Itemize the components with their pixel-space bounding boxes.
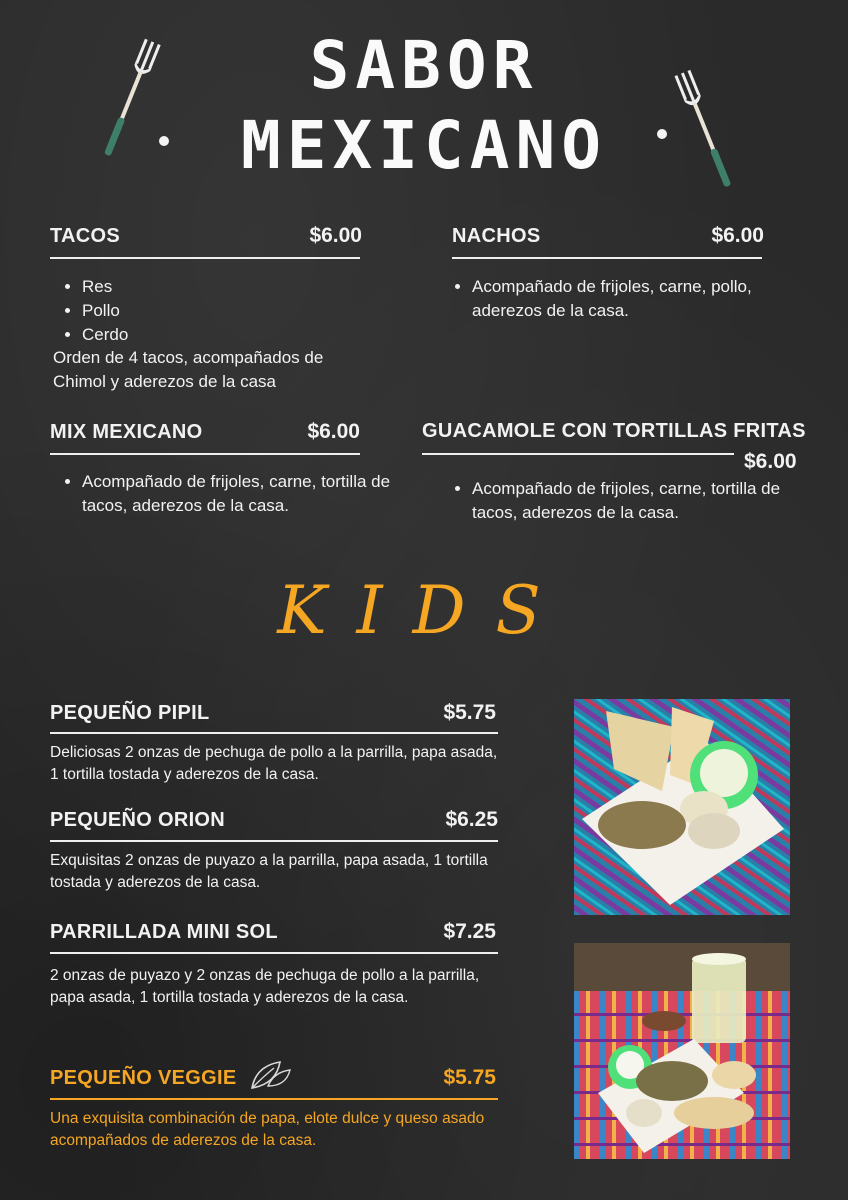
divider [50, 840, 498, 842]
divider [452, 257, 762, 259]
kids-heading: KIDS [277, 572, 571, 649]
kids-item-header [50, 920, 496, 944]
kids-item-description: Una exquisita combinación de papa, elote dulce y queso asado acompañados de aderezos de la casa. [50, 1110, 485, 1149]
food-photo-1 [574, 699, 790, 915]
list-item: • Acompañado de frijoles, carne, tortilla de tacos, aderezos de la casa. [472, 477, 792, 525]
list-item: • Acompañado de frijoles, carne, pollo, aderezos de la casa. [472, 275, 802, 323]
kids-item-description: Deliciosas 2 onzas de pechuga de pollo a la parrilla, papa asada, 1 tortilla tostada y aderezos de la casa. [50, 744, 498, 783]
title-line-2: MEXICANO [241, 107, 607, 184]
kids-item-price: $5.75 [443, 1066, 496, 1089]
food-photo-2 [574, 943, 790, 1159]
divider [50, 257, 360, 259]
leaf-icon [246, 1056, 294, 1092]
divider [50, 1098, 498, 1100]
menu-item-options [50, 275, 402, 347]
kids-item-price: $6.25 [445, 808, 498, 831]
menu-item-price: $6.00 [309, 224, 362, 247]
divider [50, 952, 498, 954]
menu-item-options [440, 275, 802, 323]
decor-dot-left [159, 136, 169, 146]
kids-item-name: PEQUEÑO ORION [50, 809, 226, 831]
divider [50, 732, 498, 734]
menu-item-price: $6.00 [744, 450, 797, 473]
kids-item-name: PEQUEÑO VEGGIE [50, 1067, 237, 1089]
list-item: • Cerdo [82, 323, 402, 347]
menu-item-name: NACHOS [452, 225, 541, 247]
kids-item-description: 2 onzas de puyazo y 2 onzas de pechuga de pollo a la parrilla, papa asada, 1 tortilla tostada y aderezos de la casa. [50, 967, 480, 1006]
kids-item-header [50, 808, 498, 832]
divider [50, 453, 360, 455]
menu-item-name: MIX MEXICANO [50, 421, 203, 443]
decor-dot-right [657, 129, 667, 139]
kids-item-description: Exquisitas 2 onzas de puyazo a la parrilla, papa asada, 1 tortilla tostada y aderezos de la casa. [50, 852, 488, 891]
menu-item-header [452, 224, 764, 248]
list-item: • Acompañado de frijoles, carne, tortilla de tacos, aderezos de la casa. [82, 470, 402, 518]
menu-item-name: TACOS [50, 225, 121, 247]
menu-item-name: GUACAMOLE CON TORTILLAS FRITAS [422, 420, 806, 442]
fork-icon [96, 34, 166, 166]
list-item: • Pollo [82, 299, 402, 323]
menu-item-price: $6.00 [711, 224, 764, 247]
kids-item-name: PARRILLADA MINI SOL [50, 921, 278, 943]
menu-item-header [50, 224, 362, 248]
menu-item-options [50, 470, 402, 518]
menu-item-options [440, 477, 792, 525]
kids-item-price: $5.75 [443, 701, 496, 724]
menu-item-note: Orden de 4 tacos, acompañados de Chimol y aderezos de la casa [53, 348, 324, 391]
fork-icon [672, 64, 742, 196]
divider [422, 453, 734, 455]
menu-item-header [50, 420, 360, 444]
menu-item-price: $6.00 [307, 420, 360, 443]
kids-item-header [50, 701, 496, 725]
list-item: • Res [82, 275, 402, 299]
kids-item-price: $7.25 [443, 920, 496, 943]
kids-item-name: PEQUEÑO PIPIL [50, 702, 210, 724]
title-line-1: SABOR [309, 27, 539, 104]
